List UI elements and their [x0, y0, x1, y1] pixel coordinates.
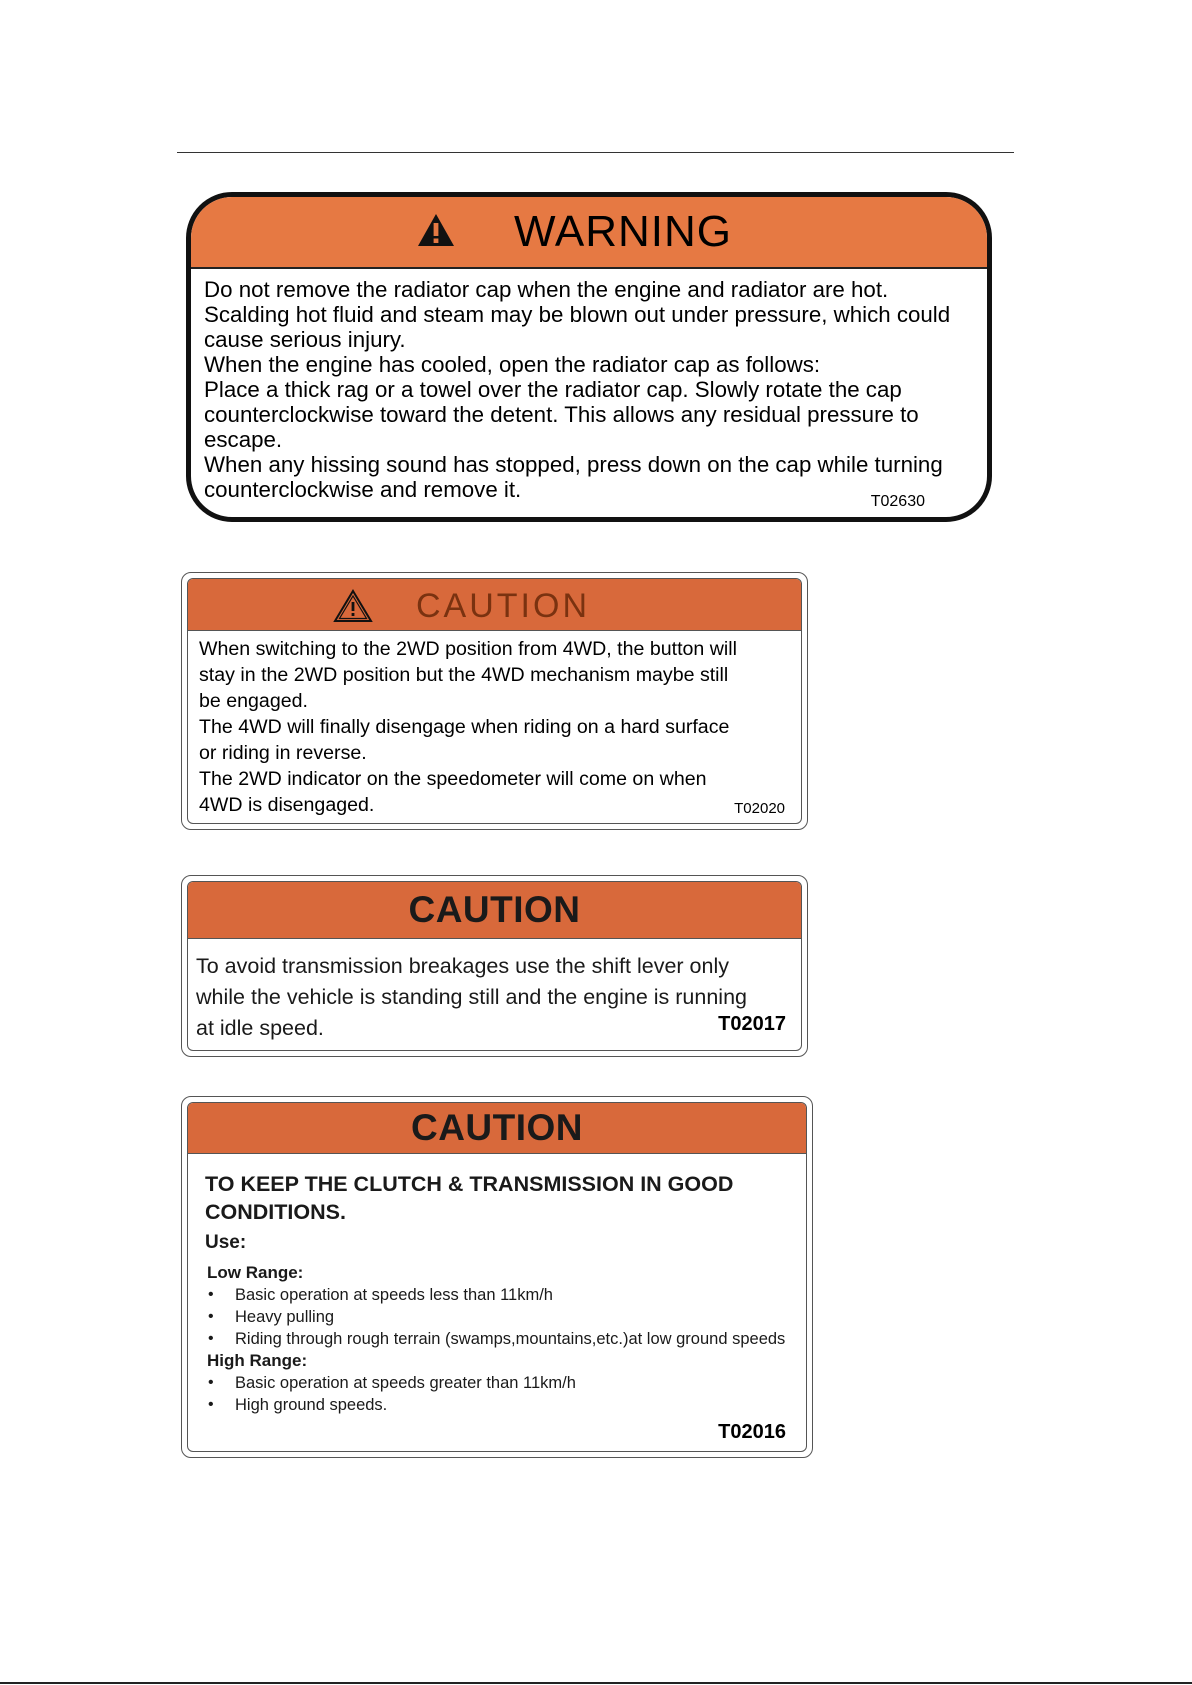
caution-line: while the vehicle is standing still and the engine is running	[196, 985, 747, 1009]
warning-line: counterclockwise and remove it.	[204, 477, 522, 502]
warning-line: Do not remove the radiator cap when the engine and radiator are hot.	[204, 277, 889, 302]
caution-header	[188, 579, 801, 631]
warning-line: When the engine has cooled, open the radiator cap as follows:	[204, 352, 821, 377]
warning-line: cause serious injury.	[204, 327, 406, 352]
warning-line: When any hissing sound has stopped, press down on the cap while turning	[204, 452, 943, 477]
high-range-label: High Range:	[207, 1351, 308, 1370]
warning-line: Place a thick rag or a towel over the radiator cap. Slowly rotate the cap	[204, 377, 902, 402]
high-range-list	[205, 1372, 796, 1416]
caution-line: The 2WD indicator on the speedometer will come on when	[199, 768, 707, 790]
4wd-caution-label	[181, 572, 808, 830]
warning-line: counterclockwise toward the detent. This allows any residual pressure to	[204, 402, 919, 427]
caution-line: at idle speed.	[196, 1016, 324, 1040]
warning-line: Scalding hot fluid and steam may be blown out under pressure, which could	[204, 302, 951, 327]
caution-label-code: T02017	[718, 1013, 786, 1035]
caution-line: be engaged.	[199, 690, 308, 712]
caution-line: When switching to the 2WD position from 4WD, the button will	[199, 638, 737, 660]
footer-rule	[0, 1682, 1192, 1684]
list-item: • Riding through rough terrain (swamps,mountains,etc.)at low ground speeds	[205, 1328, 796, 1350]
radiator-warning-label	[186, 192, 992, 522]
caution-line: stay in the 2WD position but the 4WD mechanism maybe still	[199, 664, 729, 686]
caution-text	[188, 631, 801, 818]
list-item: • Basic operation at speeds less than 11km/h	[205, 1284, 796, 1306]
clutch-transmission-caution-label	[181, 1096, 813, 1458]
list-item: • High ground speeds.	[205, 1394, 796, 1416]
warning-triangle-icon	[416, 212, 456, 253]
low-range-list	[205, 1284, 796, 1350]
shift-lever-caution-label	[181, 875, 808, 1057]
warning-title: WARNING	[513, 207, 733, 256]
warning-line: escape.	[204, 427, 283, 452]
caution-heading: TO KEEP THE CLUTCH & TRANSMISSION IN GOOD	[205, 1172, 734, 1196]
warning-header	[191, 197, 987, 269]
list-item: • Basic operation at speeds greater than 11km/h	[205, 1372, 796, 1394]
caution-title: CAUTION	[410, 1107, 584, 1148]
caution-triangle-icon	[333, 589, 373, 628]
warning-label-code: T02630	[870, 493, 925, 510]
header-rule	[177, 152, 1014, 153]
low-range-label: Low Range:	[207, 1263, 304, 1282]
caution-title: CAUTION	[416, 587, 590, 625]
warning-text	[191, 269, 987, 502]
caution-header	[188, 1103, 806, 1154]
list-item: • Heavy pulling	[205, 1306, 796, 1328]
caution-line: 4WD is disengaged.	[199, 794, 375, 816]
caution-line: The 4WD will finally disengage when riding on a hard surface	[199, 716, 730, 738]
use-label: Use:	[205, 1232, 247, 1253]
caution-title: CAUTION	[408, 889, 581, 930]
caution-label-code: T02020	[734, 800, 785, 817]
caution-label-code: T02016	[718, 1421, 786, 1443]
caution-text	[188, 1154, 806, 1416]
caution-heading: CONDITIONS.	[205, 1200, 346, 1224]
caution-text	[188, 939, 801, 1044]
caution-line: To avoid transmission breakages use the shift lever only	[196, 954, 729, 978]
caution-line: or riding in reverse.	[199, 742, 367, 764]
caution-header	[188, 882, 801, 939]
